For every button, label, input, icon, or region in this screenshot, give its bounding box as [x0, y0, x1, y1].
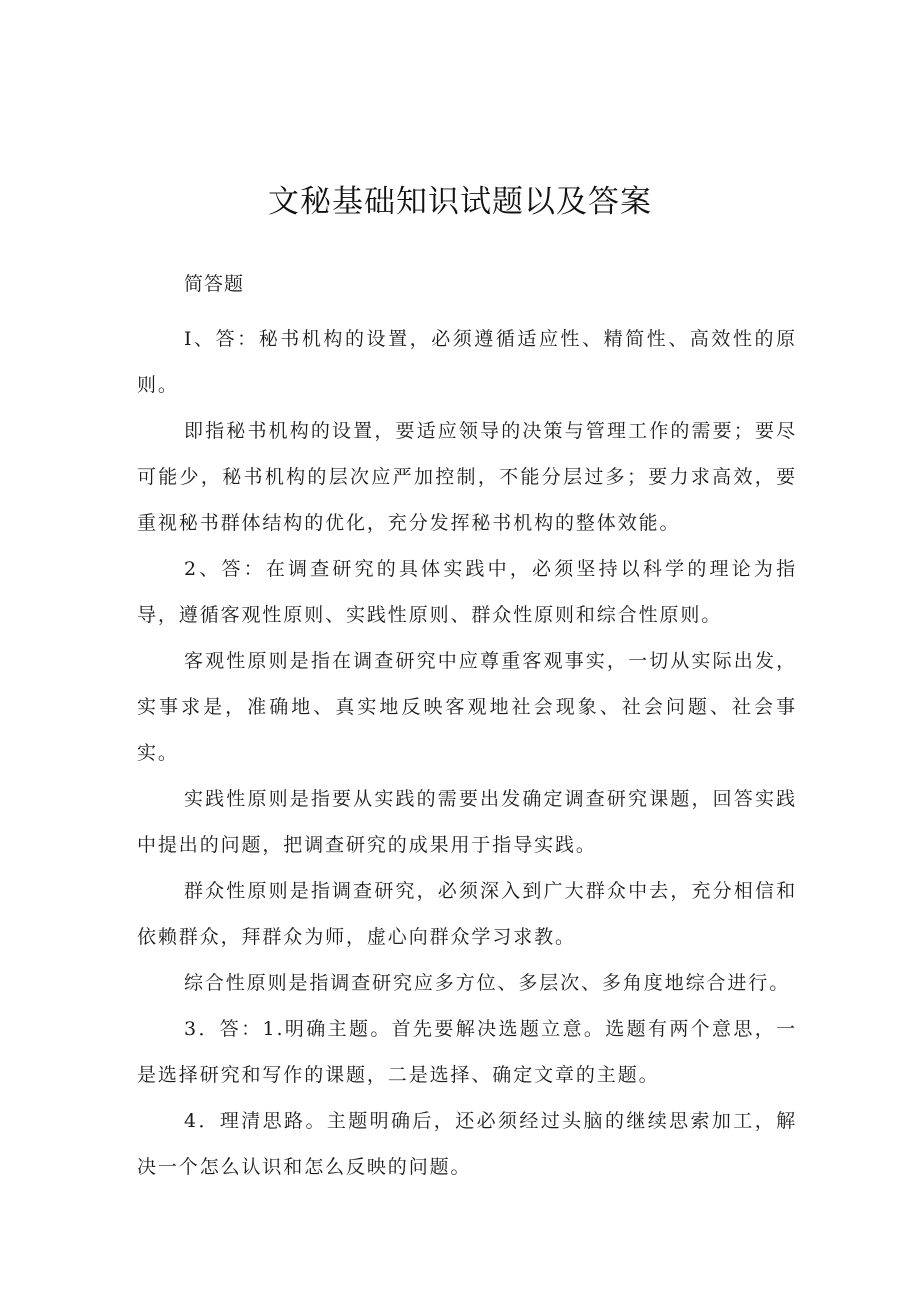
paragraph-5: 实践性原则是指要从实践的需要出发确定调查研究课题，回答实践中提出的问题，把调查研究的成果用于指导实践。: [137, 788, 797, 856]
paragraph-8: 3．答：1.明确主题。首先要解决选题立意。选题有两个意思，一是选择研究和写作的课题，二是选择、确定文章的主题。: [137, 1018, 797, 1086]
document-body: [137, 268, 797, 1190]
paragraph-7: 综合性原则是指调查研究应多方位、多层次、多角度地综合进行。: [184, 972, 791, 994]
paragraph-9: 4．理清思路。主题明确后，还必须经过头脑的继续思索加工，解决一个怎么认识和怎么反映的问题。: [137, 1110, 797, 1178]
section-label: 简答题: [184, 273, 245, 295]
paragraph-2: 即指秘书机构的设置，要适应领导的决策与管理工作的需要；要尽可能少，秘书机构的层次应严加控制，不能分层过多；要力求高效，要重视秘书群体结构的优化，充分发挥秘书机构的整体效能。: [137, 420, 797, 534]
paragraph-3: 2、答：在调查研究的具体实践中，必须坚持以科学的理论为指导，遵循客观性原则、实践性原则、群众性原则和综合性原则。: [137, 558, 797, 626]
document-title: 文秘基础知识试题以及答案: [268, 184, 652, 220]
paragraph-4: 客观性原则是指在调查研究中应尊重客观事实，一切从实际出发，实事求是，准确地、真实地反映客观地社会现象、社会问题、社会事实。: [137, 650, 797, 764]
paragraph-6: 群众性原则是指调查研究，必须深入到广大群众中去，充分相信和依赖群众，拜群众为师，虚心向群众学习求教。: [137, 880, 797, 948]
paragraph-1: I、答：秘书机构的设置，必须遵循适应性、精简性、高效性的原则。: [137, 328, 797, 396]
